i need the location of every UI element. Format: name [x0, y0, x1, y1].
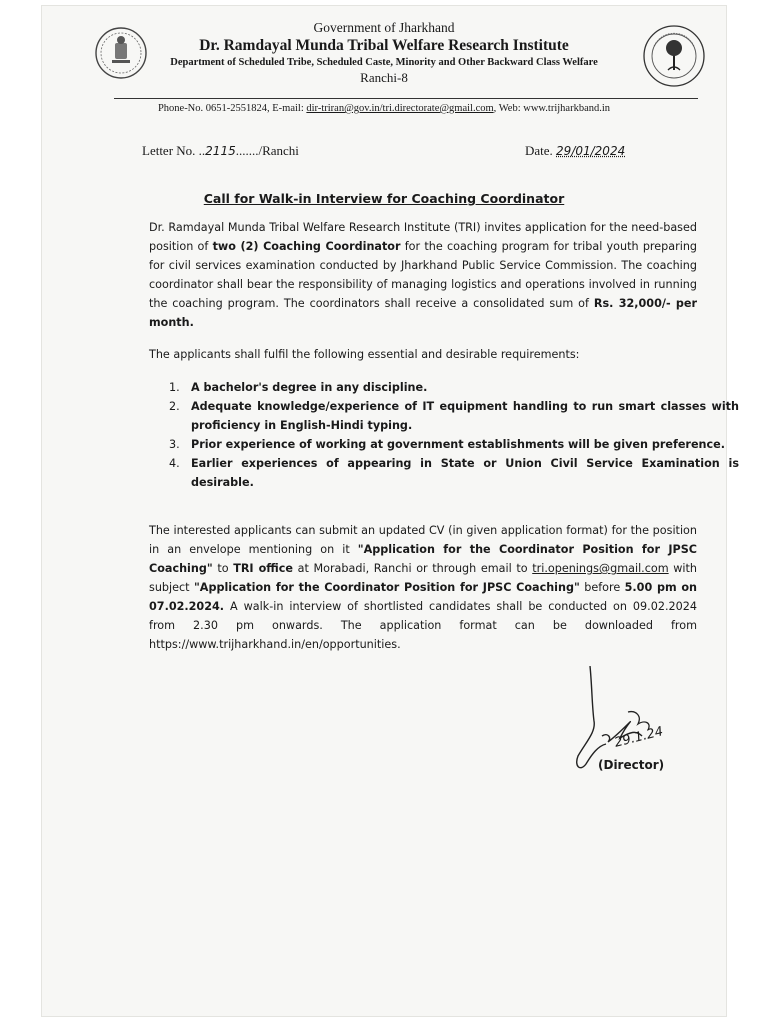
date-value: 29/01/2024 [556, 144, 626, 158]
list-number: 2. [169, 400, 180, 413]
apply-text-6: A walk-in interview of shortlisted candidates shall be conducted on 09.02.2024 from 2.30 pm onwards. The application format can be downloaded from https://www.trijharkhand.in/en/opportunities. [149, 600, 697, 651]
letter-number-suffix: ......./Ranchi [235, 143, 299, 158]
intro-text-2: for the coaching program for tribal youth preparing for civil services examination conducted by Jharkhand Public Service Commission. The coaching coordinator shall bear the responsibility of managing logistics and operations involved in running the coaching program. The coordinators shall receive a consolidated sum of [149, 240, 698, 310]
list-number: 3. [169, 438, 180, 451]
list-item [169, 397, 739, 435]
list-text: Earlier experiences of appearing in State or Union Civil Service Examination is desirable. [191, 457, 739, 489]
date-label: Date. [525, 143, 557, 158]
requirements-intro: The applicants shall fulfil the following essential and desirable requirements: [149, 348, 580, 361]
apply-email-link[interactable]: tri.openings@gmail.com [532, 562, 669, 575]
contact-line [42, 103, 726, 114]
list-text: Prior experience of working at government establishments will be given preference. [191, 438, 725, 451]
government-heading: Government of Jharkhand [313, 20, 455, 35]
list-number: 1. [169, 381, 180, 394]
institute-name: Dr. Ramdayal Munda Tribal Welfare Research Institute [199, 37, 569, 54]
director-designation: (Director) [598, 758, 665, 772]
letter-number-label: Letter No. .. [142, 143, 206, 158]
apply-subject-2: "Application for the Coordinator Position for JPSC Coaching" [193, 581, 580, 594]
list-text: Adequate knowledge/experience of IT equipment handling to run smart classes with proficiency in English-Hindi typing. [191, 400, 739, 432]
requirements-list [149, 378, 739, 492]
list-text: A bachelor's degree in any discipline. [191, 381, 428, 394]
apply-office: TRI office [233, 562, 293, 575]
header-divider [114, 98, 698, 99]
list-item [169, 378, 739, 397]
application-paragraph [149, 521, 697, 654]
letter-date [525, 143, 625, 159]
contact-web: , Web: www.trijharkband.in [493, 103, 611, 114]
apply-subject-1: "Application for the Coordinator Position for JPSC Coaching" [149, 543, 697, 575]
notice-title: Call for Walk-in Interview for Coaching Coordinator [203, 191, 565, 206]
contact-email[interactable]: dir-triran@gov.in/tri.directorate@gmail.com [306, 103, 494, 114]
letter-number [142, 143, 299, 159]
apply-text-1: The interested applicants can submit an updated CV (in given application format) for the position in an envelope mentioning on it [149, 524, 697, 556]
list-item [169, 454, 739, 492]
apply-text-4: with subject [149, 562, 698, 594]
letterhead [42, 20, 726, 86]
apply-text-2: to [212, 562, 234, 575]
contact-prefix: Phone-No. 0651-2551824, E-mail: [157, 103, 307, 114]
list-item [169, 435, 739, 454]
letter-page [42, 6, 739, 1016]
intro-salary: Rs. 32,000/- per month. [149, 297, 698, 329]
apply-deadline: 5.00 pm on 07.02.2024. [149, 581, 698, 613]
signature-date: 29.1.24 [612, 724, 665, 751]
intro-position: two (2) Coaching Coordinator [212, 240, 401, 253]
list-number: 4. [169, 457, 180, 470]
apply-text-5: before [579, 581, 625, 594]
intro-paragraph [149, 218, 697, 332]
letter-number-value: 2115 [205, 144, 236, 158]
city-line: Ranchi-8 [360, 70, 408, 85]
department-name: Department of Scheduled Tribe, Scheduled Caste, Minority and Other Backward Class Welfare [170, 57, 598, 68]
intro-text-1: Dr. Ramdayal Munda Tribal Welfare Research Institute (TRI) invites application for the need-based position of [149, 221, 697, 253]
apply-text-3: at Morabadi, Ranchi or through email to [292, 562, 533, 575]
